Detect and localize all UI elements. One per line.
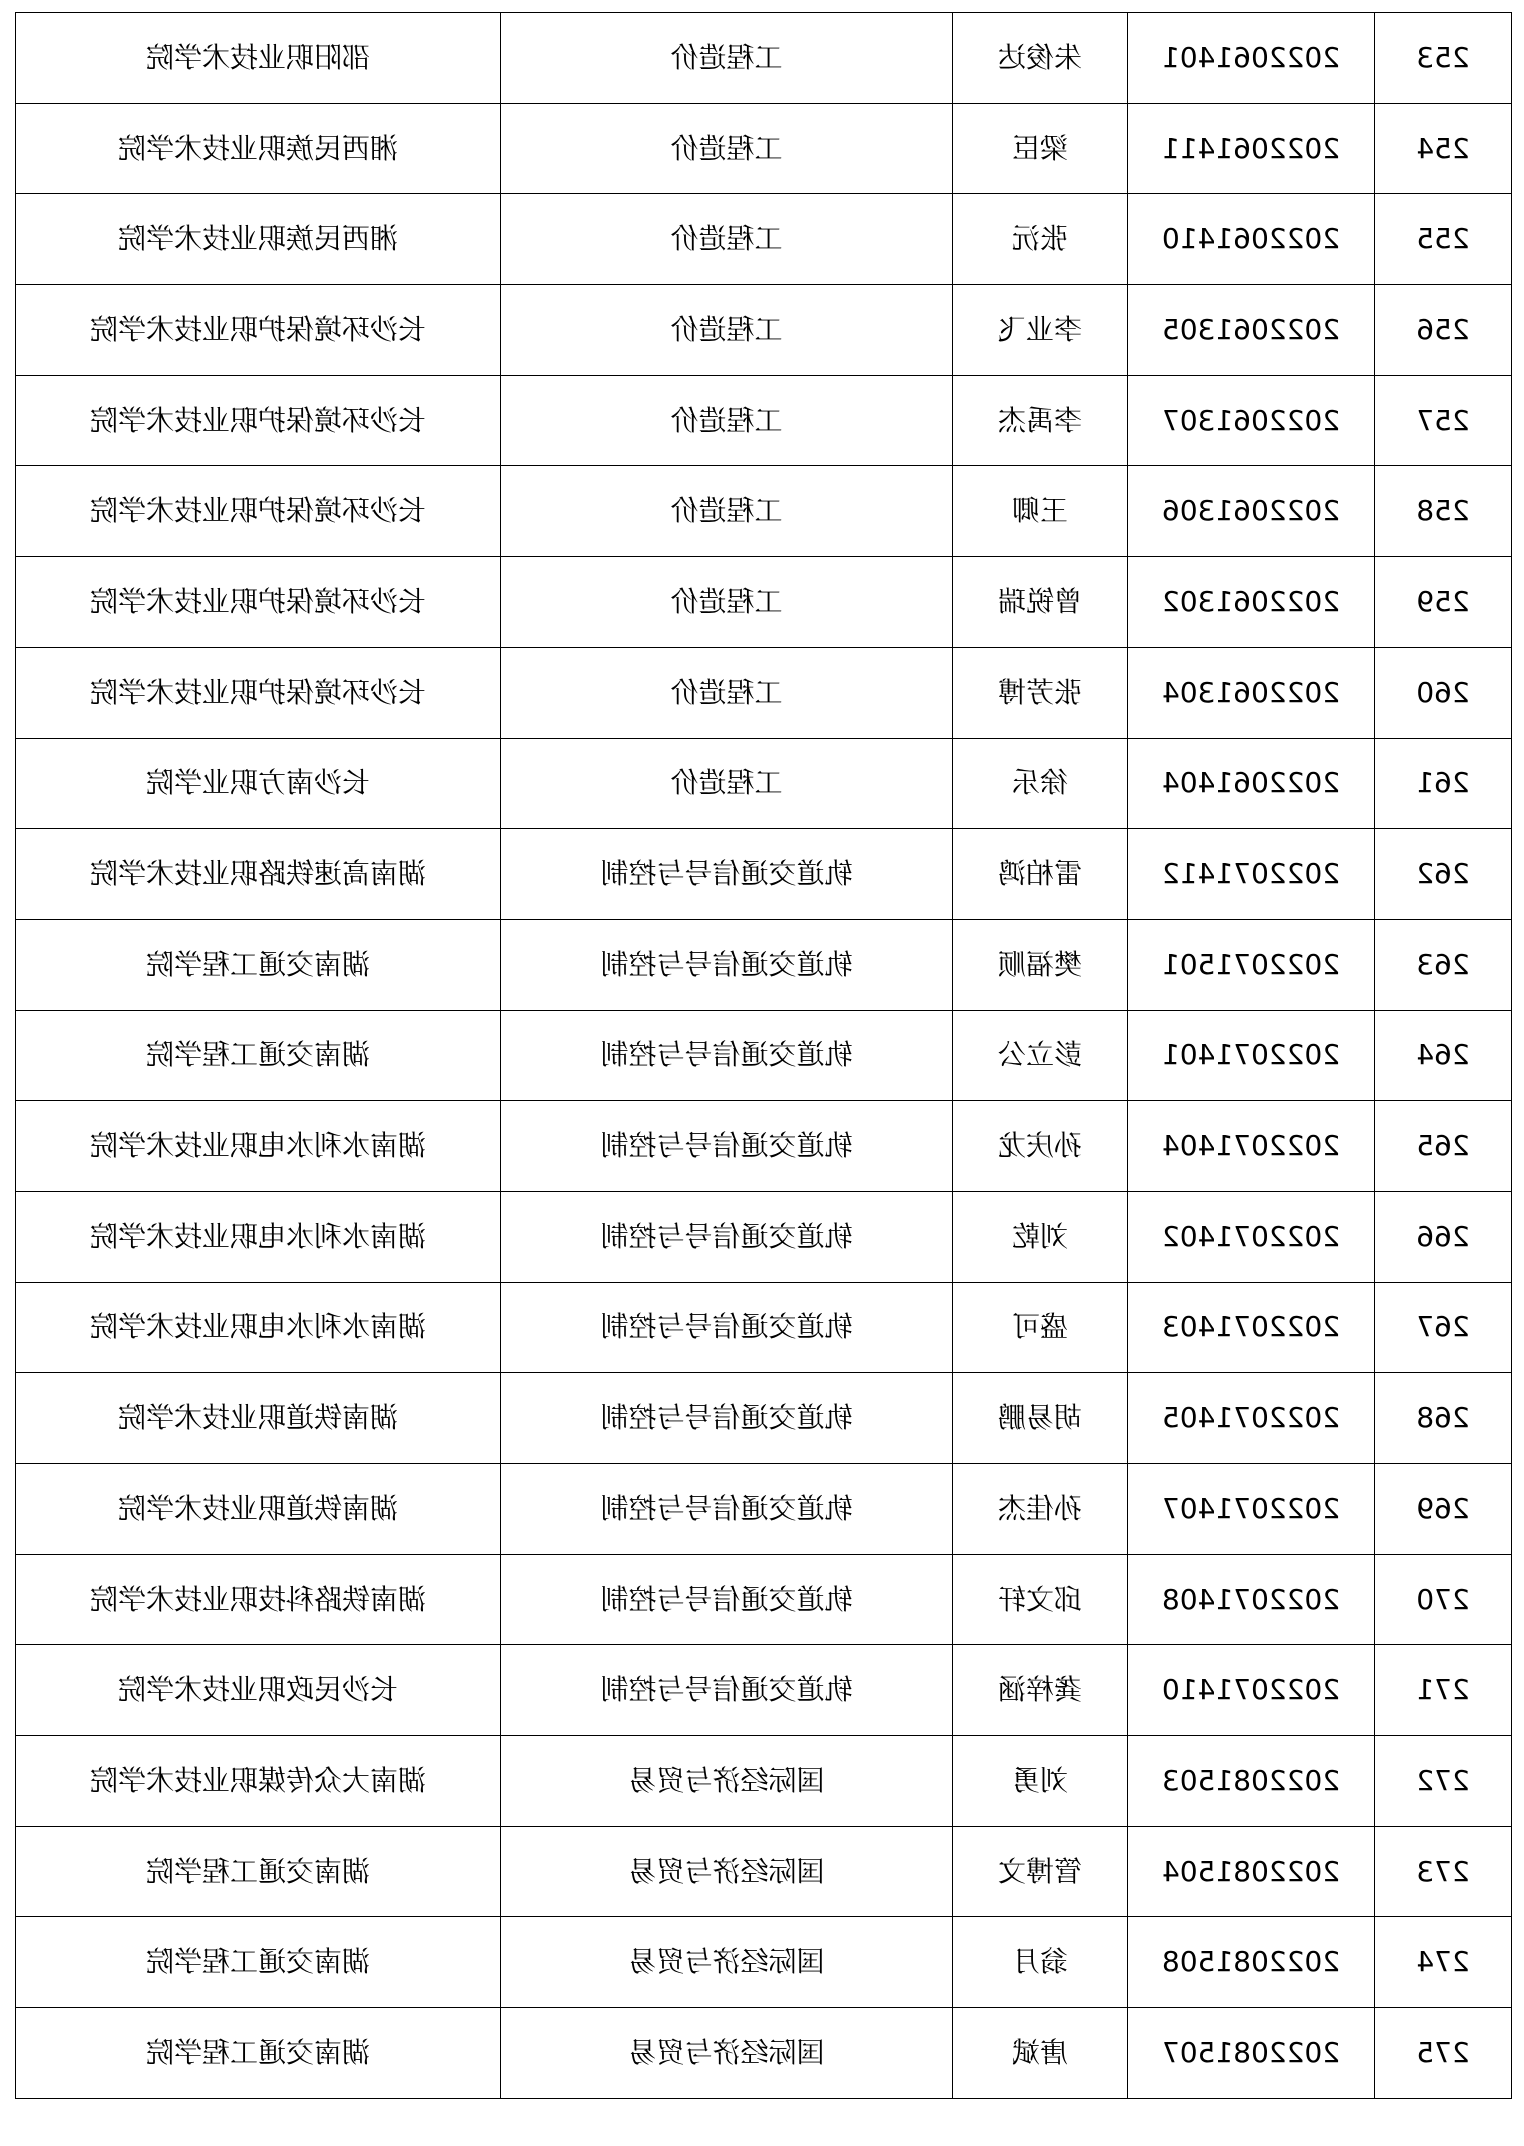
cell-name: 樊福顺 — [953, 919, 1128, 1010]
cell-student-id: 2022071401 — [1128, 1010, 1375, 1101]
cell-name: 朱俊达 — [953, 13, 1128, 104]
cell-student-id: 2022061401 — [1128, 13, 1375, 104]
cell-name: 梁臣 — [953, 103, 1128, 194]
cell-name: 彭立公 — [953, 1010, 1128, 1101]
cell-name: 管博文 — [953, 1826, 1128, 1917]
table-row — [16, 1554, 1512, 1645]
cell-name: 刘勇 — [953, 1736, 1128, 1827]
cell-student-id: 2022071412 — [1128, 829, 1375, 920]
cell-student-id: 2022071410 — [1128, 1645, 1375, 1736]
cell-major: 轨道交通信号与控制 — [501, 919, 953, 1010]
table-row — [16, 466, 1512, 557]
cell-major: 工程造价 — [501, 557, 953, 648]
cell-name: 孙庆龙 — [953, 1101, 1128, 1192]
cell-seq: 270 — [1375, 1554, 1512, 1645]
cell-name: 胡易鹏 — [953, 1373, 1128, 1464]
cell-student-id: 2022071501 — [1128, 919, 1375, 1010]
cell-seq: 269 — [1375, 1464, 1512, 1555]
table-row — [16, 103, 1512, 194]
table-row — [16, 1826, 1512, 1917]
cell-major: 轨道交通信号与控制 — [501, 1010, 953, 1101]
cell-major: 国际经济与贸易 — [501, 2008, 953, 2099]
cell-seq: 256 — [1375, 285, 1512, 376]
table-row — [16, 2008, 1512, 2099]
cell-name: 唐斌 — [953, 2008, 1128, 2099]
cell-major: 轨道交通信号与控制 — [501, 1373, 953, 1464]
cell-name: 李禹杰 — [953, 375, 1128, 466]
cell-major: 轨道交通信号与控制 — [501, 1554, 953, 1645]
cell-student-id: 2022061306 — [1128, 466, 1375, 557]
table-row — [16, 1282, 1512, 1373]
cell-major: 轨道交通信号与控制 — [501, 1464, 953, 1555]
table-row — [16, 738, 1512, 829]
cell-name: 盛可 — [953, 1282, 1128, 1373]
cell-seq: 267 — [1375, 1282, 1512, 1373]
cell-school: 湘西民族职业技术学院 — [16, 194, 501, 285]
cell-school: 湖南交通工程学院 — [16, 1010, 501, 1101]
cell-school: 湖南交通工程学院 — [16, 1826, 501, 1917]
cell-major: 国际经济与贸易 — [501, 1736, 953, 1827]
cell-major: 轨道交通信号与控制 — [501, 1282, 953, 1373]
cell-name: 孙佳杰 — [953, 1464, 1128, 1555]
table-row — [16, 13, 1512, 104]
table-row — [16, 1191, 1512, 1282]
cell-school: 湖南水利水电职业技术学院 — [16, 1282, 501, 1373]
cell-student-id: 2022071403 — [1128, 1282, 1375, 1373]
student-roster-table — [15, 12, 1512, 2099]
cell-school: 长沙环境保护职业技术学院 — [16, 466, 501, 557]
cell-school: 长沙环境保护职业技术学院 — [16, 285, 501, 376]
cell-school: 湖南交通工程学院 — [16, 1917, 501, 2008]
cell-school: 湖南高速铁路职业技术学院 — [16, 829, 501, 920]
table-row — [16, 1464, 1512, 1555]
cell-seq: 253 — [1375, 13, 1512, 104]
table-row — [16, 557, 1512, 648]
cell-student-id: 2022081508 — [1128, 1917, 1375, 2008]
cell-school: 湖南铁道职业技术学院 — [16, 1373, 501, 1464]
cell-student-id: 2022061302 — [1128, 557, 1375, 648]
cell-name: 龚梓涵 — [953, 1645, 1128, 1736]
cell-major: 轨道交通信号与控制 — [501, 1191, 953, 1282]
cell-major: 国际经济与贸易 — [501, 1917, 953, 2008]
cell-name: 张芳博 — [953, 647, 1128, 738]
cell-school: 湖南水利水电职业技术学院 — [16, 1101, 501, 1192]
cell-major: 轨道交通信号与控制 — [501, 1101, 953, 1192]
cell-student-id: 2022071402 — [1128, 1191, 1375, 1282]
cell-seq: 260 — [1375, 647, 1512, 738]
cell-name: 邱文轩 — [953, 1554, 1128, 1645]
roster-body — [16, 13, 1512, 2099]
cell-seq: 261 — [1375, 738, 1512, 829]
cell-major: 工程造价 — [501, 466, 953, 557]
cell-name: 翁月 — [953, 1917, 1128, 2008]
cell-student-id: 2022061307 — [1128, 375, 1375, 466]
cell-school: 长沙环境保护职业技术学院 — [16, 557, 501, 648]
cell-seq: 264 — [1375, 1010, 1512, 1101]
table-row — [16, 1373, 1512, 1464]
cell-seq: 271 — [1375, 1645, 1512, 1736]
table-row — [16, 285, 1512, 376]
cell-seq: 275 — [1375, 2008, 1512, 2099]
table-row — [16, 194, 1512, 285]
cell-major: 国际经济与贸易 — [501, 1826, 953, 1917]
cell-seq: 274 — [1375, 1917, 1512, 2008]
cell-name: 王卿 — [953, 466, 1128, 557]
cell-major: 轨道交通信号与控制 — [501, 1645, 953, 1736]
table-row — [16, 1645, 1512, 1736]
cell-seq: 272 — [1375, 1736, 1512, 1827]
table-row — [16, 1010, 1512, 1101]
cell-seq: 257 — [1375, 375, 1512, 466]
cell-name: 张沅 — [953, 194, 1128, 285]
cell-student-id: 2022061305 — [1128, 285, 1375, 376]
cell-major: 工程造价 — [501, 285, 953, 376]
cell-major: 轨道交通信号与控制 — [501, 829, 953, 920]
cell-name: 刘乾 — [953, 1191, 1128, 1282]
cell-school: 邵阳职业技术学院 — [16, 13, 501, 104]
table-row — [16, 829, 1512, 920]
cell-seq: 254 — [1375, 103, 1512, 194]
table-row — [16, 647, 1512, 738]
cell-seq: 273 — [1375, 1826, 1512, 1917]
cell-seq: 266 — [1375, 1191, 1512, 1282]
cell-seq: 255 — [1375, 194, 1512, 285]
table-row — [16, 1917, 1512, 2008]
cell-student-id: 2022071405 — [1128, 1373, 1375, 1464]
table-row — [16, 1736, 1512, 1827]
cell-school: 长沙环境保护职业技术学院 — [16, 647, 501, 738]
cell-school: 长沙环境保护职业技术学院 — [16, 375, 501, 466]
cell-student-id: 2022081504 — [1128, 1826, 1375, 1917]
cell-name: 雷柏鸿 — [953, 829, 1128, 920]
table-row — [16, 919, 1512, 1010]
cell-seq: 258 — [1375, 466, 1512, 557]
cell-student-id: 2022061410 — [1128, 194, 1375, 285]
cell-school: 湖南交通工程学院 — [16, 2008, 501, 2099]
cell-major: 工程造价 — [501, 103, 953, 194]
cell-major: 工程造价 — [501, 738, 953, 829]
cell-school: 湖南水利水电职业技术学院 — [16, 1191, 501, 1282]
cell-major: 工程造价 — [501, 194, 953, 285]
cell-student-id: 2022061411 — [1128, 103, 1375, 194]
cell-school: 湖南大众传媒职业技术学院 — [16, 1736, 501, 1827]
cell-major: 工程造价 — [501, 13, 953, 104]
cell-school: 湖南铁道职业技术学院 — [16, 1464, 501, 1555]
cell-name: 曾锐瑞 — [953, 557, 1128, 648]
cell-name: 徐乐 — [953, 738, 1128, 829]
cell-seq: 263 — [1375, 919, 1512, 1010]
cell-school: 湖南铁路科技职业技术学院 — [16, 1554, 501, 1645]
cell-school: 长沙南方职业学院 — [16, 738, 501, 829]
cell-student-id: 2022081503 — [1128, 1736, 1375, 1827]
cell-name: 李业飞 — [953, 285, 1128, 376]
cell-school: 湖南交通工程学院 — [16, 919, 501, 1010]
cell-school: 湘西民族职业技术学院 — [16, 103, 501, 194]
cell-major: 工程造价 — [501, 647, 953, 738]
table-row — [16, 1101, 1512, 1192]
cell-student-id: 2022071407 — [1128, 1464, 1375, 1555]
cell-student-id: 2022071404 — [1128, 1101, 1375, 1192]
cell-seq: 262 — [1375, 829, 1512, 920]
cell-seq: 268 — [1375, 1373, 1512, 1464]
cell-student-id: 2022061404 — [1128, 738, 1375, 829]
cell-seq: 265 — [1375, 1101, 1512, 1192]
cell-major: 工程造价 — [501, 375, 953, 466]
cell-student-id: 2022071408 — [1128, 1554, 1375, 1645]
cell-student-id: 2022061304 — [1128, 647, 1375, 738]
cell-seq: 259 — [1375, 557, 1512, 648]
table-row — [16, 375, 1512, 466]
cell-school: 长沙民政职业技术学院 — [16, 1645, 501, 1736]
cell-student-id: 2022081507 — [1128, 2008, 1375, 2099]
